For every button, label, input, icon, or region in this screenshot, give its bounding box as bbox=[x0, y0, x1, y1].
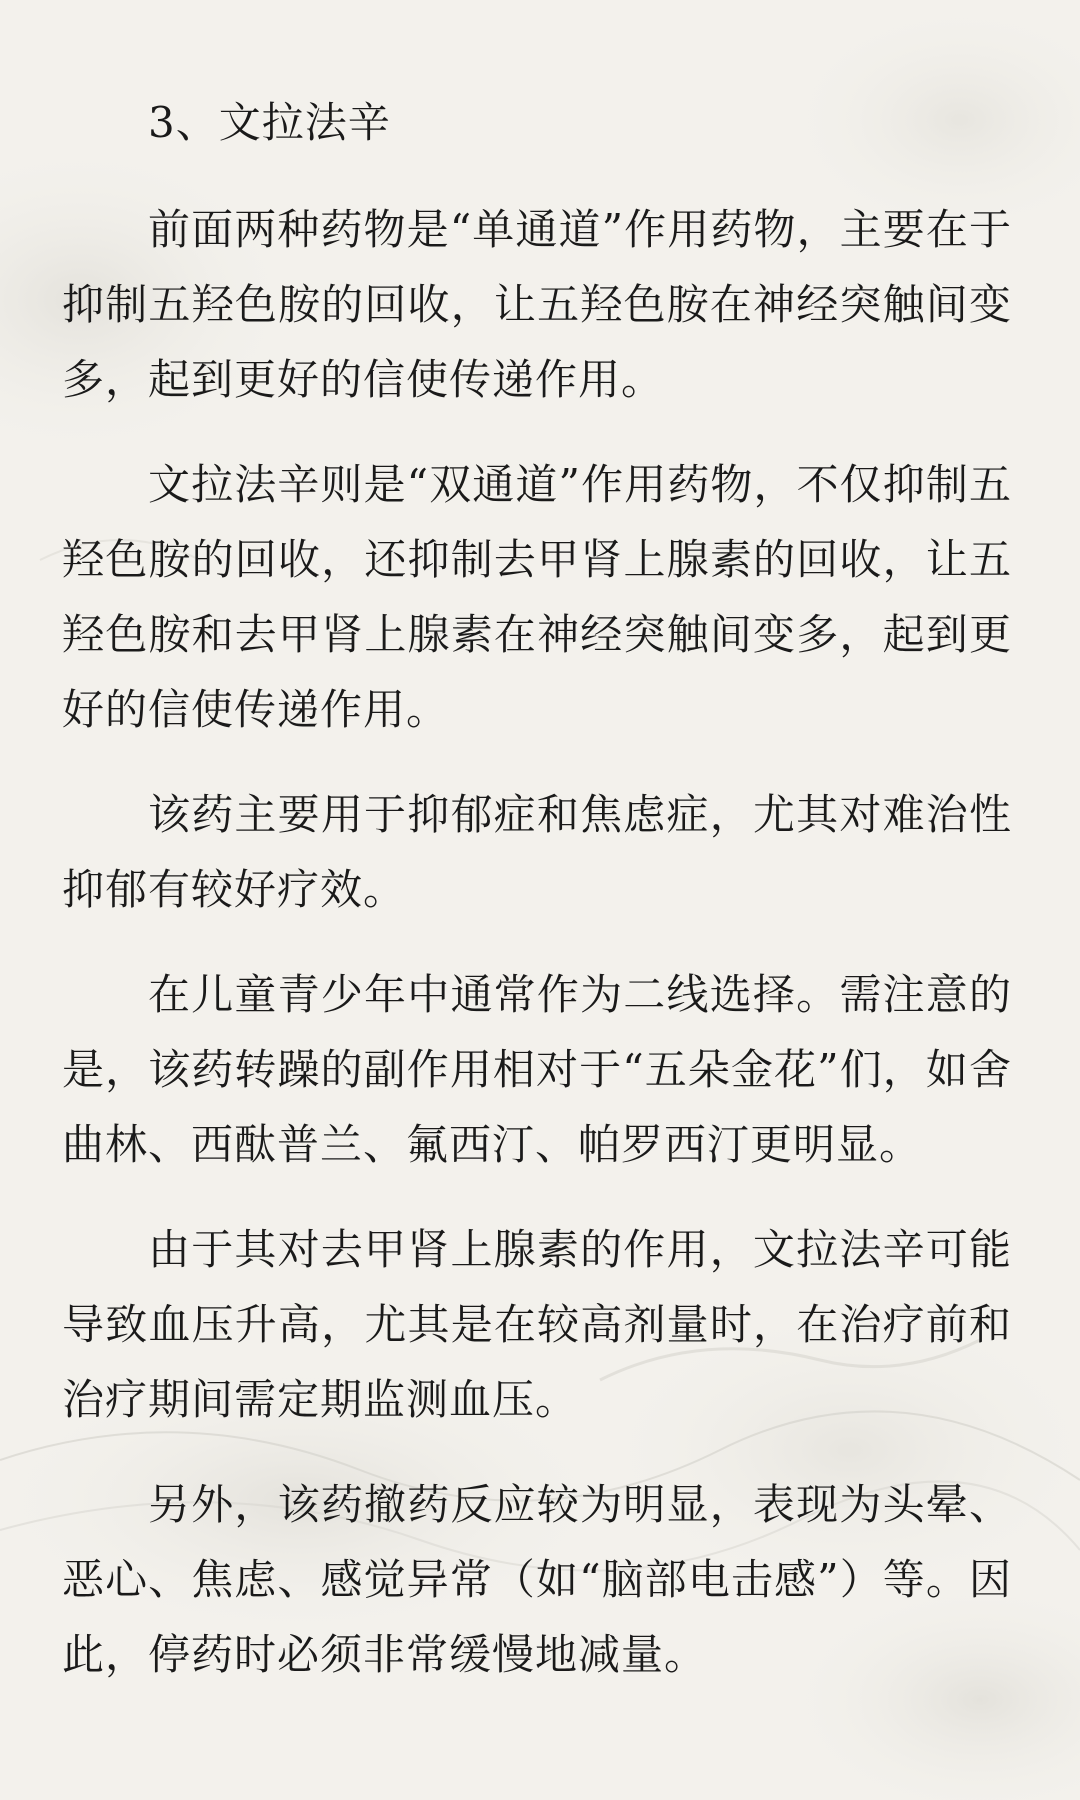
paragraph-mechanism-dual: 文拉法辛则是“双通道”作用药物，不仅抑制五羟色胺的回收，还抑制去甲肾上腺素的回收，让五羟色胺和去甲肾上腺素在神经突触间变多，起到更好的信使传递作用。 bbox=[62, 460, 1012, 734]
paragraph-indications: 该药主要用于抑郁症和焦虑症，尤其对难治性抑郁有较好疗效。 bbox=[62, 790, 1012, 914]
paragraph-blood-pressure: 由于其对去甲肾上腺素的作用，文拉法辛可能导致血压升高，尤其是在较高剂量时，在治疗前和治疗期间需定期监测血压。 bbox=[62, 1225, 1012, 1424]
section-heading: 3、文拉法辛 bbox=[148, 98, 391, 147]
article bbox=[62, 90, 1012, 1722]
paragraph-pediatric-use: 在儿童青少年中通常作为二线选择。需注意的是，该药转躁的副作用相对于“五朵金花”们，如舍曲林、西酞普兰、氟西汀、帕罗西汀更明显。 bbox=[62, 970, 1012, 1169]
paragraph-mechanism-single: 前面两种药物是“单通道”作用药物，主要在于抑制五羟色胺的回收，让五羟色胺在神经突触间变多，起到更好的信使传递作用。 bbox=[62, 205, 1012, 404]
paragraph-withdrawal: 另外，该药撤药反应较为明显，表现为头晕、恶心、焦虑、感觉异常（如“脑部电击感”）等。因此，停药时必须非常缓慢地减量。 bbox=[62, 1480, 1012, 1679]
